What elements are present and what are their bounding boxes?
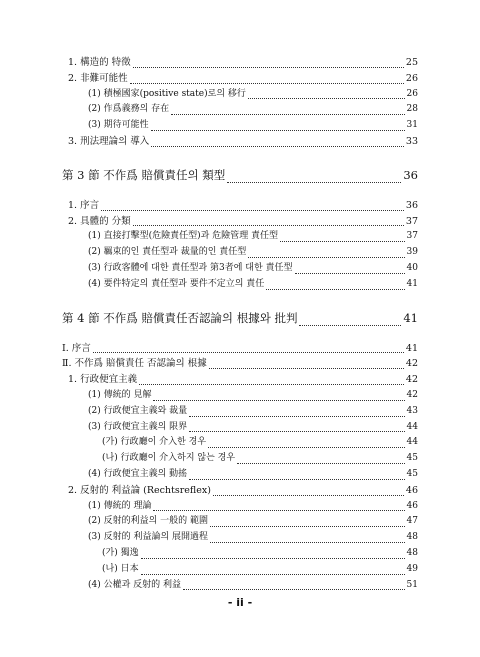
toc-entry bbox=[62, 435, 418, 451]
toc-leader-dots bbox=[208, 446, 404, 448]
toc-leader-dots bbox=[210, 541, 405, 543]
toc-leader-dots bbox=[295, 272, 405, 274]
toc-entry-label: 第 3 節 不作爲 賠償責任의 類型 bbox=[62, 167, 226, 182]
toc-entry bbox=[62, 372, 418, 388]
toc-entry-label: (3) 反射的 利益論의 展開過程 bbox=[88, 532, 209, 543]
toc-entry bbox=[62, 245, 418, 261]
toc-leader-dots bbox=[153, 399, 404, 401]
toc-leader-dots bbox=[171, 113, 404, 115]
toc-leader-dots bbox=[237, 462, 405, 464]
toc-entry-label: (2) 作爲義務의 存在 bbox=[88, 104, 170, 115]
toc-entry-label: (4) 公權과 反射的 利益 bbox=[88, 579, 182, 590]
toc-leader-dots bbox=[130, 82, 404, 84]
toc-leader-dots bbox=[151, 145, 404, 147]
toc-entry-label: 2. 反射的 利益論 (Rechtsreflex) bbox=[68, 484, 211, 496]
toc-page-number: 37 bbox=[405, 215, 418, 227]
toc-entry-label: (4) 要件特定의 責任型과 要件不定立의 責任 bbox=[88, 278, 265, 289]
toc-entry bbox=[62, 467, 418, 483]
toc-leader-dots bbox=[183, 588, 405, 590]
toc-entry bbox=[62, 499, 418, 515]
toc-entry-label: (1) 傳統的 見解 bbox=[88, 389, 152, 400]
toc-entry-label: (2) 羈束的인 責任型과 裁量的인 責任型 bbox=[88, 247, 247, 258]
page-number-footer: - ii - bbox=[227, 596, 253, 609]
toc-leader-dots bbox=[213, 494, 404, 496]
table-of-contents bbox=[62, 55, 418, 593]
toc-leader-dots bbox=[248, 256, 404, 258]
toc-entry-label: 3. 刑法理論의 導入 bbox=[68, 135, 150, 147]
toc-entry bbox=[62, 483, 418, 499]
toc-entry bbox=[62, 546, 418, 562]
toc-entry bbox=[62, 261, 418, 277]
toc-entry-label: 1. 序言 bbox=[68, 199, 100, 211]
toc-leader-dots bbox=[133, 66, 404, 68]
toc-entry bbox=[62, 404, 418, 420]
toc-page-number: 40 bbox=[406, 262, 418, 273]
toc-page-number: 41 bbox=[403, 310, 418, 325]
toc-page-number: 42 bbox=[405, 358, 418, 370]
toc-page-number: 33 bbox=[405, 135, 418, 147]
toc-entry-label: (3) 行政客體에 대한 責任型과 第3者에 대한 責任型 bbox=[88, 262, 293, 273]
toc-leader-dots bbox=[280, 240, 404, 242]
toc-entry-label: (2) 行政便宜主義와 裁量 bbox=[88, 405, 188, 416]
toc-entry bbox=[62, 562, 418, 578]
toc-page-number: 31 bbox=[406, 120, 418, 131]
toc-page-number: 42 bbox=[406, 389, 418, 400]
toc-entry-label: Ⅰ. 序言 bbox=[62, 342, 91, 354]
toc-page-number: 48 bbox=[406, 532, 418, 543]
toc-leader-dots bbox=[189, 478, 404, 480]
toc-entry-label: (1) 積極國家(positive state)로의 移行 bbox=[88, 88, 246, 99]
toc-entry bbox=[62, 356, 418, 372]
toc-entry-label: (4) 行政便宜主義의 動搖 bbox=[88, 468, 188, 479]
toc-entry bbox=[62, 87, 418, 103]
toc-leader-dots bbox=[101, 209, 404, 211]
toc-leader-dots bbox=[248, 97, 405, 99]
toc-page-number: 45 bbox=[406, 453, 418, 464]
toc-page-number: 44 bbox=[406, 421, 418, 432]
toc-entry-label: 2. 具體的 分類 bbox=[68, 215, 131, 227]
toc-entry-label: Ⅱ. 不作爲 賠償責任 否認論의 根據 bbox=[62, 358, 207, 370]
toc-entry bbox=[62, 514, 418, 530]
toc-leader-dots bbox=[141, 573, 405, 575]
toc-entry-label: (1) 直接打擊型(危險責任型)과 危險管理 責任型 bbox=[88, 231, 279, 242]
toc-entry bbox=[62, 578, 418, 594]
toc-entry bbox=[62, 530, 418, 546]
toc-entry bbox=[62, 388, 418, 404]
toc-page-number: 41 bbox=[406, 278, 418, 289]
toc-entry bbox=[62, 102, 418, 118]
toc-page-number: 39 bbox=[406, 247, 418, 258]
toc-page-number: 47 bbox=[406, 516, 418, 527]
toc-page-number: 49 bbox=[406, 563, 418, 574]
toc-entry-label: (2) 反射的利益의 一般的 範圍 bbox=[88, 516, 209, 527]
toc-entry-label: 1. 行政便宜主義 bbox=[68, 374, 138, 386]
toc-entry-label: (3) 行政便宜主義의 限界 bbox=[88, 421, 188, 432]
toc-page-number: 41 bbox=[405, 342, 418, 354]
toc-entry-label: (나) 日本 bbox=[102, 563, 139, 574]
toc-section-heading bbox=[62, 164, 418, 186]
toc-leader-dots bbox=[139, 383, 404, 385]
toc-leader-dots bbox=[133, 224, 404, 226]
toc-entry bbox=[62, 277, 418, 293]
toc-page-number: 46 bbox=[406, 500, 418, 511]
toc-entry bbox=[62, 229, 418, 245]
toc-leader-dots bbox=[209, 367, 404, 369]
toc-leader-dots bbox=[266, 288, 404, 290]
toc-leader-dots bbox=[153, 509, 404, 511]
toc-page-number: 36 bbox=[403, 167, 418, 182]
toc-page-number: 45 bbox=[406, 468, 418, 479]
toc-leader-dots bbox=[299, 324, 401, 326]
toc-leader-dots bbox=[151, 129, 405, 131]
toc-page-number: 44 bbox=[406, 437, 418, 448]
toc-entry-label: 第 4 節 不作爲 賠償責任否認論의 根據와 批判 bbox=[62, 310, 298, 325]
toc-leader-dots bbox=[189, 415, 404, 417]
toc-entry-label: (1) 傳統的 理論 bbox=[88, 500, 152, 511]
toc-page-number: 46 bbox=[405, 484, 418, 496]
toc-page-number: 28 bbox=[406, 104, 418, 115]
toc-entry-label: 2. 非難可能性 bbox=[68, 72, 128, 84]
toc-leader-dots bbox=[210, 525, 405, 527]
toc-page-number: 37 bbox=[406, 231, 418, 242]
toc-entry-label: (나) 行政廳이 介入하지 않는 경우 bbox=[102, 453, 236, 464]
toc-entry-label: 1. 構造的 特徵 bbox=[68, 57, 131, 68]
toc-leader-dots bbox=[189, 430, 404, 432]
toc-page-number: 25 bbox=[405, 57, 418, 68]
toc-leader-dots bbox=[227, 181, 401, 183]
toc-entry bbox=[62, 214, 418, 230]
toc-leader-dots bbox=[93, 351, 404, 353]
toc-page-number: 43 bbox=[406, 405, 418, 416]
toc-entry bbox=[62, 420, 418, 436]
toc-page-number: 26 bbox=[406, 88, 418, 99]
toc-entry bbox=[62, 341, 418, 357]
toc-entry bbox=[62, 71, 418, 87]
toc-entry-label: (3) 期待可能性 bbox=[88, 120, 149, 131]
toc-entry bbox=[62, 451, 418, 467]
toc-entry bbox=[62, 134, 418, 150]
toc-section-heading bbox=[62, 307, 418, 329]
toc-entry bbox=[62, 55, 418, 71]
toc-page-number: 48 bbox=[406, 547, 418, 558]
toc-page-number: 36 bbox=[405, 199, 418, 211]
toc-page-number: 42 bbox=[405, 374, 418, 386]
toc-entry bbox=[62, 198, 418, 214]
toc-page-number: 26 bbox=[405, 72, 418, 84]
toc-entry bbox=[62, 118, 418, 134]
toc-leader-dots bbox=[141, 557, 405, 559]
toc-entry-label: (가) 獨逸 bbox=[102, 547, 139, 558]
toc-entry-label: (가) 行政廳이 介入한 경우 bbox=[102, 437, 207, 448]
toc-page-number: 51 bbox=[406, 579, 418, 590]
